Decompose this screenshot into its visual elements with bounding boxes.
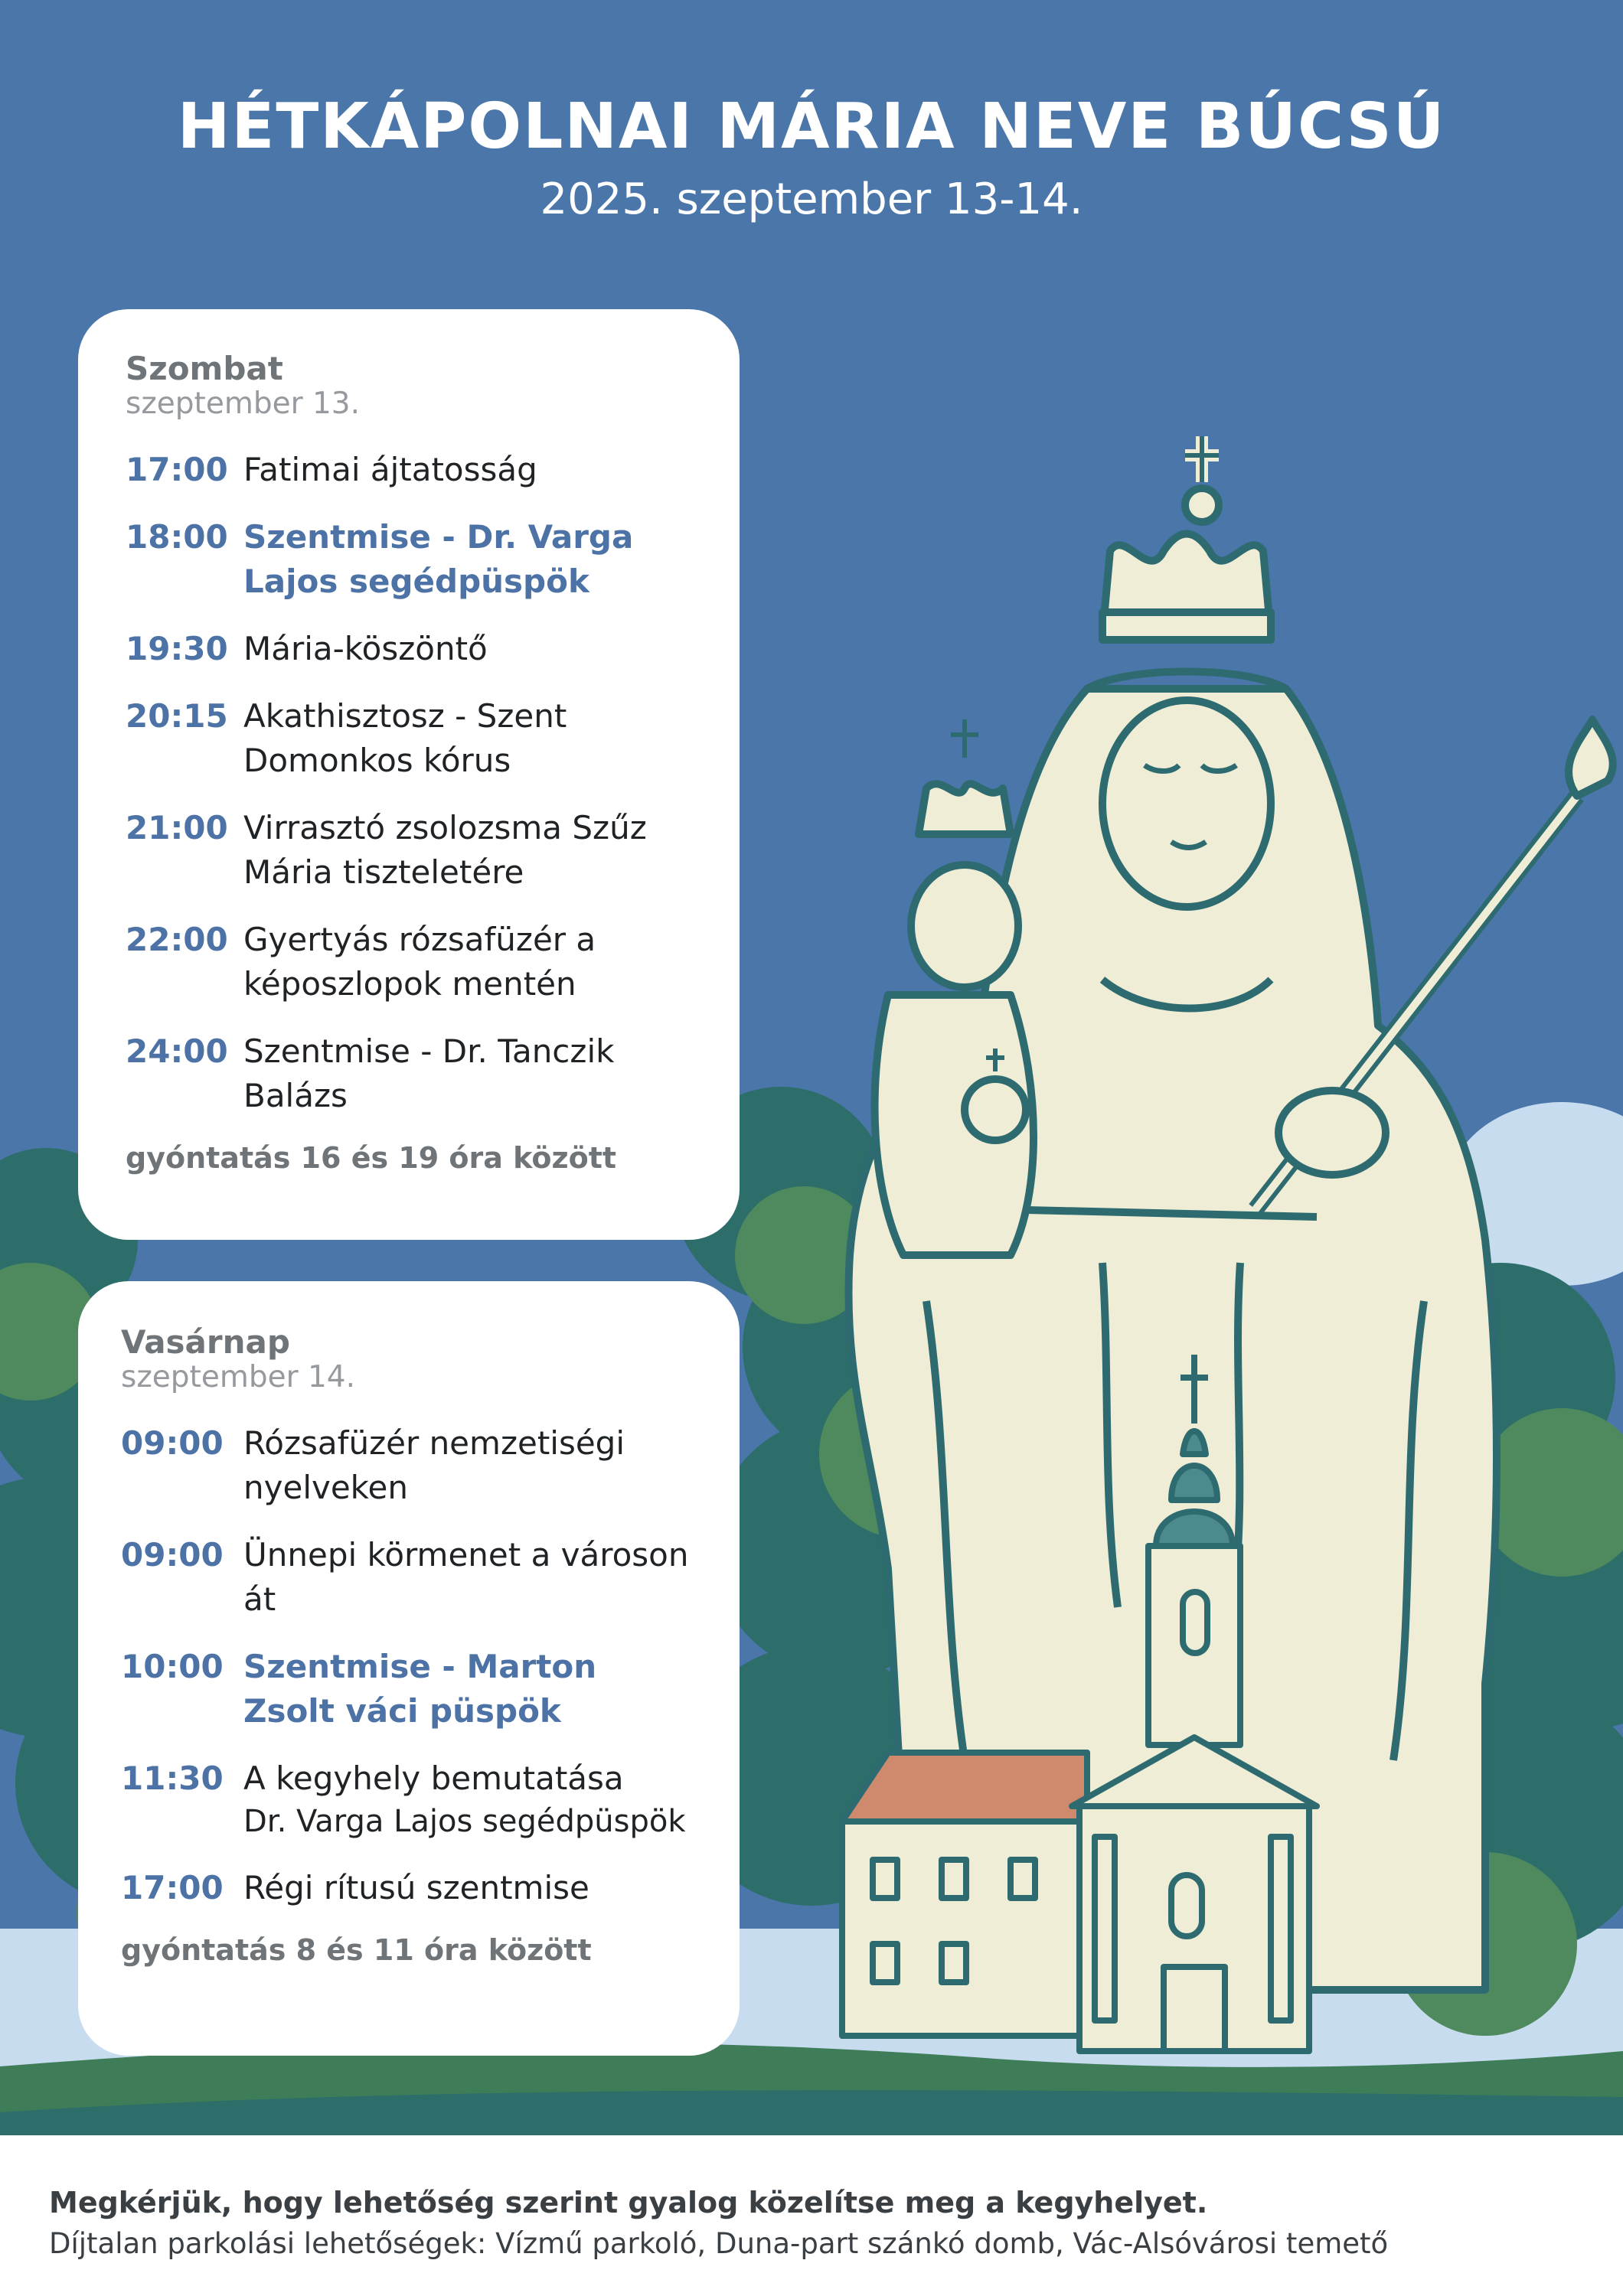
event-time: 22:00 <box>126 920 228 958</box>
event-title: Szentmise - Dr. Tanczik Balázs <box>243 1032 615 1114</box>
schedule-item <box>126 918 692 1006</box>
schedule-item <box>126 627 692 671</box>
schedule-item <box>126 694 692 783</box>
schedule-item <box>121 1533 697 1622</box>
schedule-item <box>126 1029 692 1118</box>
sunday-card <box>78 1281 740 2056</box>
schedule-item <box>121 1756 697 1843</box>
event-time: 11:30 <box>121 1759 224 1797</box>
event-title: Ünnepi körmenet a városon át <box>243 1536 689 1618</box>
event-date: 2025. szeptember 13-14. <box>540 174 1083 224</box>
footer <box>0 2135 1623 2296</box>
event-title: Akathisztosz - Szent Domonkos kórus <box>243 696 567 779</box>
schedule-item <box>126 515 692 604</box>
event-title-highlighted: Szentmise - Marton Zsolt váci püspök <box>243 1647 597 1730</box>
event-time: 21:00 <box>126 808 228 846</box>
event-title: Gyertyás rózsafüzér a képoszlopok mentén <box>243 920 596 1003</box>
saturday-events <box>126 448 692 1117</box>
event-time: 20:15 <box>126 696 228 735</box>
event-time: 09:00 <box>121 1424 224 1463</box>
schedule-item <box>121 1645 697 1733</box>
event-title-group <box>243 1756 697 1843</box>
saturday-card <box>78 309 740 1240</box>
event-time: 19:30 <box>126 630 228 667</box>
event-time: 18:00 <box>126 518 228 556</box>
schedule-item <box>121 1866 697 1910</box>
schedule-item <box>126 448 692 492</box>
sunday-events <box>121 1421 697 1910</box>
day-name: Szombat <box>126 350 283 387</box>
event-title: Fatimai ájtatosság <box>243 451 537 489</box>
event-time: 24:00 <box>126 1032 228 1070</box>
confession-note: gyóntatás 8 és 11 óra között <box>121 1932 592 1967</box>
day-name: Vasárnap <box>121 1323 290 1361</box>
schedule-item <box>121 1421 697 1510</box>
event-title: Régi rítusú szentmise <box>243 1869 589 1906</box>
walking-notice: Megkérjük, hogy lehetőség szerint gyalog közelítse meg a kegyhelyet. <box>49 2186 1208 2219</box>
event-title: A kegyhely bemutatása <box>243 1759 624 1797</box>
schedule-item <box>126 806 692 895</box>
event-time: 10:00 <box>121 1647 224 1685</box>
event-time: 09:00 <box>121 1536 224 1574</box>
event-title: Rózsafüzér nemzetiségi nyelveken <box>243 1424 625 1507</box>
parking-info: Díjtalan parkolási lehetőségek: Vízmű parkoló, Duna-part szánkó domb, Vác-Alsóvárosi temető <box>49 2227 1389 2260</box>
event-title-highlighted: Szentmise - Dr. Varga Lajos segédpüspök <box>243 518 634 601</box>
event-title: Mária-köszöntő <box>243 630 488 667</box>
day-date: szeptember 13. <box>126 386 361 422</box>
event-time: 17:00 <box>121 1869 224 1906</box>
day-date: szeptember 14. <box>121 1360 356 1395</box>
event-speaker: Dr. Varga Lajos segédpüspök <box>243 1803 686 1839</box>
event-time: 17:00 <box>126 451 228 489</box>
confession-note: gyóntatás 16 és 19 óra között <box>126 1140 617 1175</box>
event-title: Virrasztó zsolozsma Szűz Mária tiszteletére <box>243 808 647 891</box>
page-title: HÉTKÁPOLNAI MÁRIA NEVE BÚCSÚ <box>177 90 1446 163</box>
